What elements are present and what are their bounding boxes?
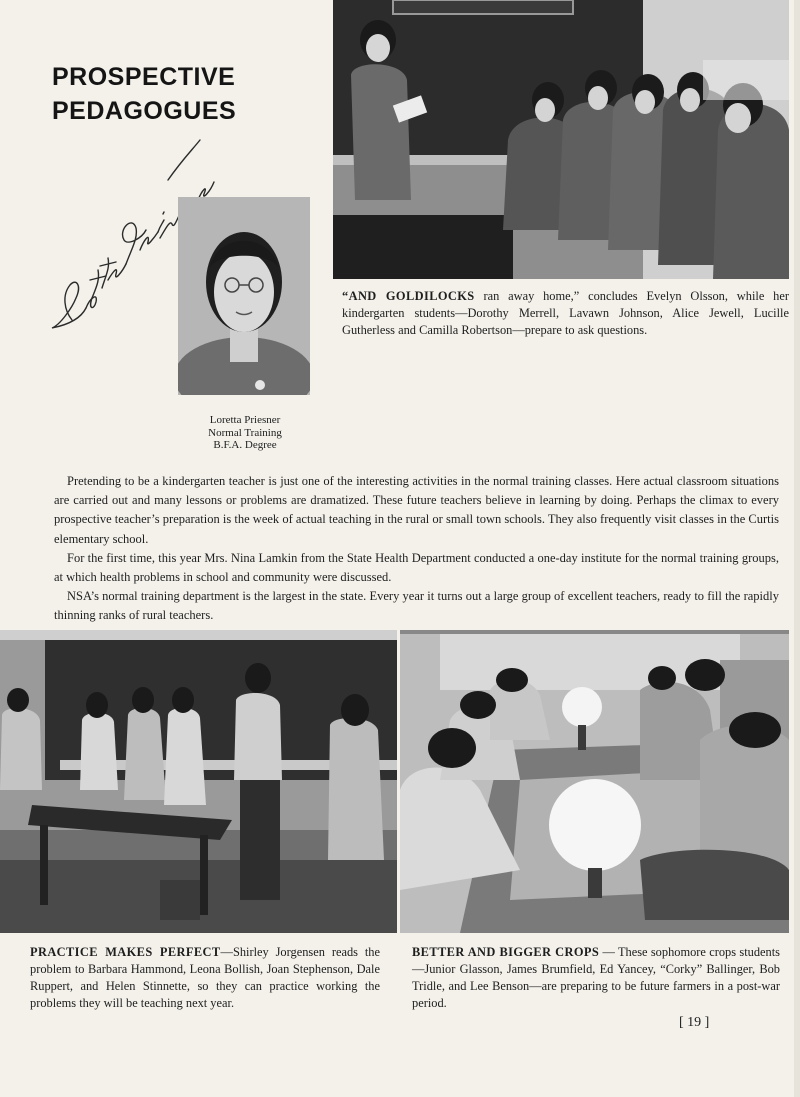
portrait-image: [178, 197, 310, 395]
portrait-photo: [178, 197, 310, 395]
crops-photo: [400, 630, 789, 933]
body-paragraph-3: NSA’s normal training department is the largest in the state. Every year it turns out a large group of excellent teachers, ready to fill the rapidly thinning ranks of rural teachers.: [54, 589, 779, 623]
page-title: [52, 60, 236, 128]
kindergarten-image: [333, 0, 789, 279]
practice-caption: [30, 944, 380, 1012]
kindergarten-photo: [333, 0, 789, 279]
practice-caption-text: —Shirley Jorgensen reads the problem to Barbara Hammond, Leona Bollish, Joan Stephenson, Dale Ruppert, and Helen Stinnette, so they can practice working the problems they will be teaching next year.: [30, 945, 380, 1010]
crops-image: [400, 630, 789, 933]
kindergarten-caption: [342, 288, 789, 339]
article-body: [54, 472, 779, 626]
portrait-degree: B.F.A. Degree: [213, 439, 277, 451]
body-paragraph-1: Pretending to be a kindergarten teacher is just one of the interesting activities in the normal training classes. Here actual classroom situations are carried out and many lessons or problems are dramatized. These future teachers believe in learning by doing. Perhaps the climax to every prospective teacher’s preparation is the week of actual teaching in the rural or small town schools. They also frequently visit classes in the Curtis elementary school.: [54, 474, 779, 546]
practice-image: [0, 630, 397, 933]
portrait-name: Loretta Priesner: [209, 414, 281, 426]
page-number: [ 19 ]: [679, 1015, 710, 1030]
portrait-caption: [180, 414, 310, 452]
page-edge: [794, 0, 800, 1097]
crops-caption-lead: BETTER AND BIGGER CROPS: [412, 945, 600, 959]
kindergarten-caption-text: ran away home,” concludes Evelyn Olsson, while her kindergarten students—Dorothy Merrell, Lavawn Johnson, Alice Jewell, Lucille Gutherless and Camilla Robertson—prepare to ask questions.: [342, 289, 790, 337]
title-line-2: PEDAGOGUES: [52, 97, 237, 125]
kindergarten-caption-lead: “AND GOLDILOCKS: [342, 289, 475, 303]
crops-caption: [412, 944, 780, 1012]
body-paragraph-2: For the first time, this year Mrs. Nina Lamkin from the State Health Department conducted a one-day institute for the normal training groups, at which health problems in school and community were discussed.: [54, 550, 779, 585]
practice-caption-lead: PRACTICE MAKES PERFECT: [30, 945, 221, 959]
crops-caption-text: — These sophomore crops students—Junior Glasson, James Brumfield, Ed Yancey, “Corky” Ballinger, Bob Tridle, and Lee Benson—are preparing to be future farmers in a post-war period.: [412, 945, 780, 1010]
title-line-1: PROSPECTIVE: [52, 63, 236, 91]
portrait-department: Normal Training: [208, 426, 282, 439]
practice-photo: [0, 630, 397, 933]
